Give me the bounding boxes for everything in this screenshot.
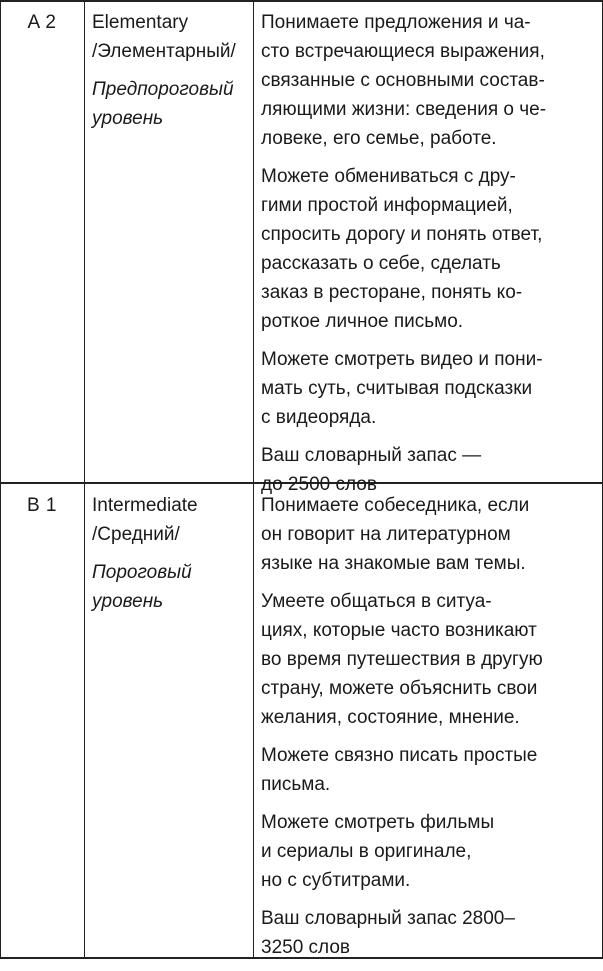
vocabulary-paragraph: Ваш словарный запас — до 2500 слов (261, 445, 482, 495)
level-name-cell (92, 0, 252, 133)
description-paragraph: Можете смотреть видео и пони- мать суть, считывая подсказки с видеоряда. (261, 349, 543, 428)
description-paragraph: Можете смотреть фильмы и сериалы в оригинале, но с субтитрами. (261, 812, 495, 891)
description-paragraph: Понимаете собеседника, если он говорит на литературном языке на знакомые вам темы. (261, 495, 530, 574)
level-name-en: Elementary (92, 12, 189, 33)
description-paragraph: Умеете общаться в ситуа- циях, которые часто возникают во время путешествия в другую страну, можете объяснить свои желания, состояние, мнение. (261, 591, 543, 728)
level-name-ru: /Средний/ (92, 524, 180, 545)
level-description (261, 0, 601, 508)
level-subtitle: Предпороговый уровень (92, 79, 234, 129)
table-row-b1 (0, 483, 603, 959)
level-subtitle: Пороговый уровень (92, 562, 192, 612)
level-name-en: Intermediate (92, 495, 198, 516)
level-code: A 2 (27, 12, 57, 33)
description-paragraph: Можете обмениваться с дру- гими простой информацией, спросить дорогу и понять ответ, рассказать о себе, сделать заказ в ресторане, понять ко- роткое личное письмо. (261, 166, 543, 332)
level-code: B 1 (26, 495, 58, 516)
description-paragraph: Понимаете предложения и ча- сто встречающиеся выражения, связанные с основными состав- ляющими жизни: сведения о че- ловеке, его семье, работе. (261, 12, 547, 149)
level-description (261, 483, 601, 971)
level-name-cell (92, 483, 252, 616)
description-paragraph: Можете связно писать простые письма. (261, 745, 538, 795)
level-name-ru: /Элементарный/ (92, 41, 236, 62)
vocabulary-paragraph: Ваш словарный запас 2800– 3250 слов (261, 908, 515, 958)
